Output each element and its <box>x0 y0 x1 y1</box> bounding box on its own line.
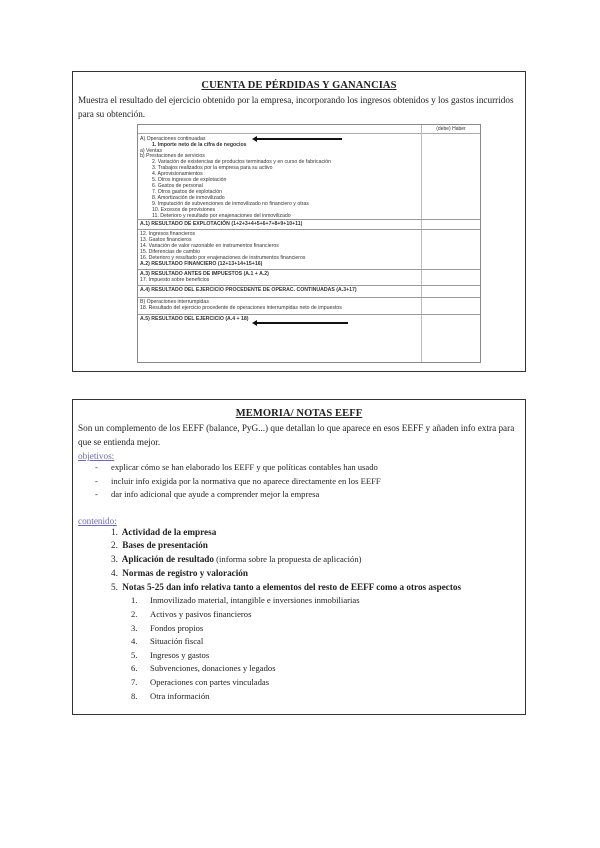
table-header <box>138 125 480 134</box>
item-text: Situación fiscal <box>150 636 204 647</box>
list-item <box>111 526 525 540</box>
list-item <box>131 690 525 704</box>
item-number: 8. <box>131 690 138 701</box>
item-number: 2. <box>131 609 138 620</box>
table-row: 15. Diferencias de cambio <box>140 249 200 255</box>
table-separator <box>138 229 480 230</box>
list-item: - explicar cómo se han elaborado los EEFF y que políticas contables han usado <box>95 461 525 475</box>
panel-title: CUENTA DE PÉRDIDAS Y GANANCIAS <box>201 80 397 91</box>
list-item <box>131 622 525 636</box>
arrow-left-icon <box>256 322 348 324</box>
table-row: A) Operaciones continuadas <box>140 136 206 142</box>
item-number: 5. <box>111 581 118 592</box>
objetivos-label: objetivos: <box>78 451 115 461</box>
item-title: Bases de presentación <box>120 540 208 551</box>
table-separator <box>138 297 480 298</box>
table-row: 3. Trabajos realizados por la empresa para su activo <box>152 165 273 171</box>
table-row: a) Ventas <box>140 148 162 154</box>
table-row: 7. Otros gastos de explotación <box>152 189 223 195</box>
table-row: 14. Variación de valor razonable en instrumentos financieros <box>140 243 279 249</box>
table-row: 12. Ingresos financieros <box>140 231 196 237</box>
table-row: A.5) RESULTADO DEL EJERCICIO (A.4 + 18) <box>140 316 249 322</box>
table-row: 16. Deterioro y resultado por enajenaciones de instrumentos financieros <box>140 255 306 261</box>
item-number: 6. <box>131 663 138 674</box>
item-number: 1. <box>111 526 118 537</box>
table-row: 5. Otros ingresos de explotación <box>152 177 227 183</box>
table-row: 17. Impuesto sobre beneficios <box>140 277 210 283</box>
notes-panel <box>72 399 526 715</box>
item-number: 4. <box>131 636 138 647</box>
contenido-heading <box>73 516 525 526</box>
item-text: Inmovilizado material, intangible e inversiones inmobiliarias <box>150 595 360 606</box>
panel-title: MEMORIA/ NOTAS EEFF <box>235 408 363 419</box>
item-number: 3. <box>111 554 118 565</box>
contenido-list <box>73 526 525 595</box>
item-text: Fondos propios <box>150 622 204 633</box>
item-number: 5. <box>131 649 138 660</box>
list-item <box>131 635 525 649</box>
item-title: Normas de registro y valoración <box>120 567 249 578</box>
list-item: - incluir info exigida por la normativa que no aparece directamente en los EEFF <box>95 475 525 489</box>
income-statement-panel <box>72 71 526 372</box>
table-row: 9. Imputación de subvenciones de inmovilizado no financiero y otras <box>152 201 309 207</box>
panel-intro: Muestra el resultado del ejercicio obtenido por la empresa, incorporando los ingresos obtenidos y los gastos incurridos para su obtención. <box>78 95 514 119</box>
arrow-left-icon <box>256 138 342 140</box>
table-row: b) Prestaciones de servicios <box>140 153 205 159</box>
table-row: 4. Aprovisionamientos <box>152 171 203 177</box>
item-text: Ingresos y gastos <box>150 649 210 660</box>
list-item <box>131 649 525 663</box>
notas-list <box>73 594 525 703</box>
table-row: 11. Deterioro y resultado por enajenaciones del inmovilizado <box>152 213 291 219</box>
table-row: 2. Variación de existencias de productos terminados y en curso de fabricación <box>152 159 331 165</box>
table-row: 13. Gastos financieros <box>140 237 192 243</box>
table-separator <box>138 219 480 220</box>
item-number: 2. <box>111 540 118 551</box>
table-row: A.1) RESULTADO DE EXPLOTACIÓN (1+2+3+4+5+6+7+8+9+10+11) <box>140 221 303 227</box>
table-separator <box>138 314 480 315</box>
list-item <box>111 539 525 553</box>
table-row: A.3) RESULTADO ANTES DE IMPUESTOS (A.1 + A.2) <box>140 271 269 277</box>
panel-intro: Son un complemento de los EEFF (balance, PyG...) que detallan lo que aparece en esos EEFF y añaden info extra para que se entienda mejor. <box>78 423 515 447</box>
list-item <box>131 662 525 676</box>
list-item <box>131 608 525 622</box>
table-row: 6. Gastos de personal <box>152 183 203 189</box>
column-divider <box>421 125 422 362</box>
column-header: (debe) Haber <box>421 125 480 133</box>
item-number: 1. <box>131 595 138 606</box>
list-item <box>131 676 525 690</box>
item-text: Subvenciones, donaciones y legados <box>150 663 276 674</box>
item-text: Activos y pasivos financieros <box>150 609 252 620</box>
item-note: (informa sobre la propuesta de aplicación) <box>214 554 362 565</box>
table-row: B) Operaciones interrumpidas <box>140 299 209 305</box>
list-item: - dar info adicional que ayude a comprender mejor la empresa <box>95 488 525 502</box>
objetivos-heading <box>73 451 525 461</box>
table-separator <box>138 269 480 270</box>
item-number: 4. <box>111 567 118 578</box>
list-item <box>111 581 525 595</box>
item-number: 7. <box>131 677 138 688</box>
list-item <box>111 567 525 581</box>
item-text: Otra información <box>150 690 210 701</box>
item-title: Actividad de la empresa <box>120 526 217 537</box>
item-title: Notas 5-25 dan info relativa tanto a elementos del resto de EEFF como a otros aspectos <box>120 581 462 592</box>
table-row: 8. Amortización de inmovilizado <box>152 195 225 201</box>
item-title: Aplicación de resultado <box>120 554 215 565</box>
table-separator <box>138 285 480 286</box>
table-row: 1. Importe neto de la cifra de negocios <box>152 142 247 148</box>
table-row: A.2) RESULTADO FINANCIERO (12+13+14+15+16) <box>140 261 263 267</box>
contenido-label: contenido: <box>78 515 117 526</box>
table-row: A.4) RESULTADO DEL EJERCICIO PROCEDENTE DE OPERAC. CONTINUADAS (A.3+17) <box>140 287 357 293</box>
table-row: 10. Excesos de provisiones <box>152 207 216 213</box>
income-statement-table <box>137 124 481 363</box>
objetivos-list <box>73 461 525 502</box>
item-number: 3. <box>131 622 138 633</box>
item-text: Operaciones con partes vinculadas <box>150 677 270 688</box>
table-row: 18. Resultado del ejercicio procedente de operaciones interrumpidas neto de impuestos <box>140 305 342 311</box>
list-item <box>111 553 525 567</box>
list-item <box>131 594 525 608</box>
